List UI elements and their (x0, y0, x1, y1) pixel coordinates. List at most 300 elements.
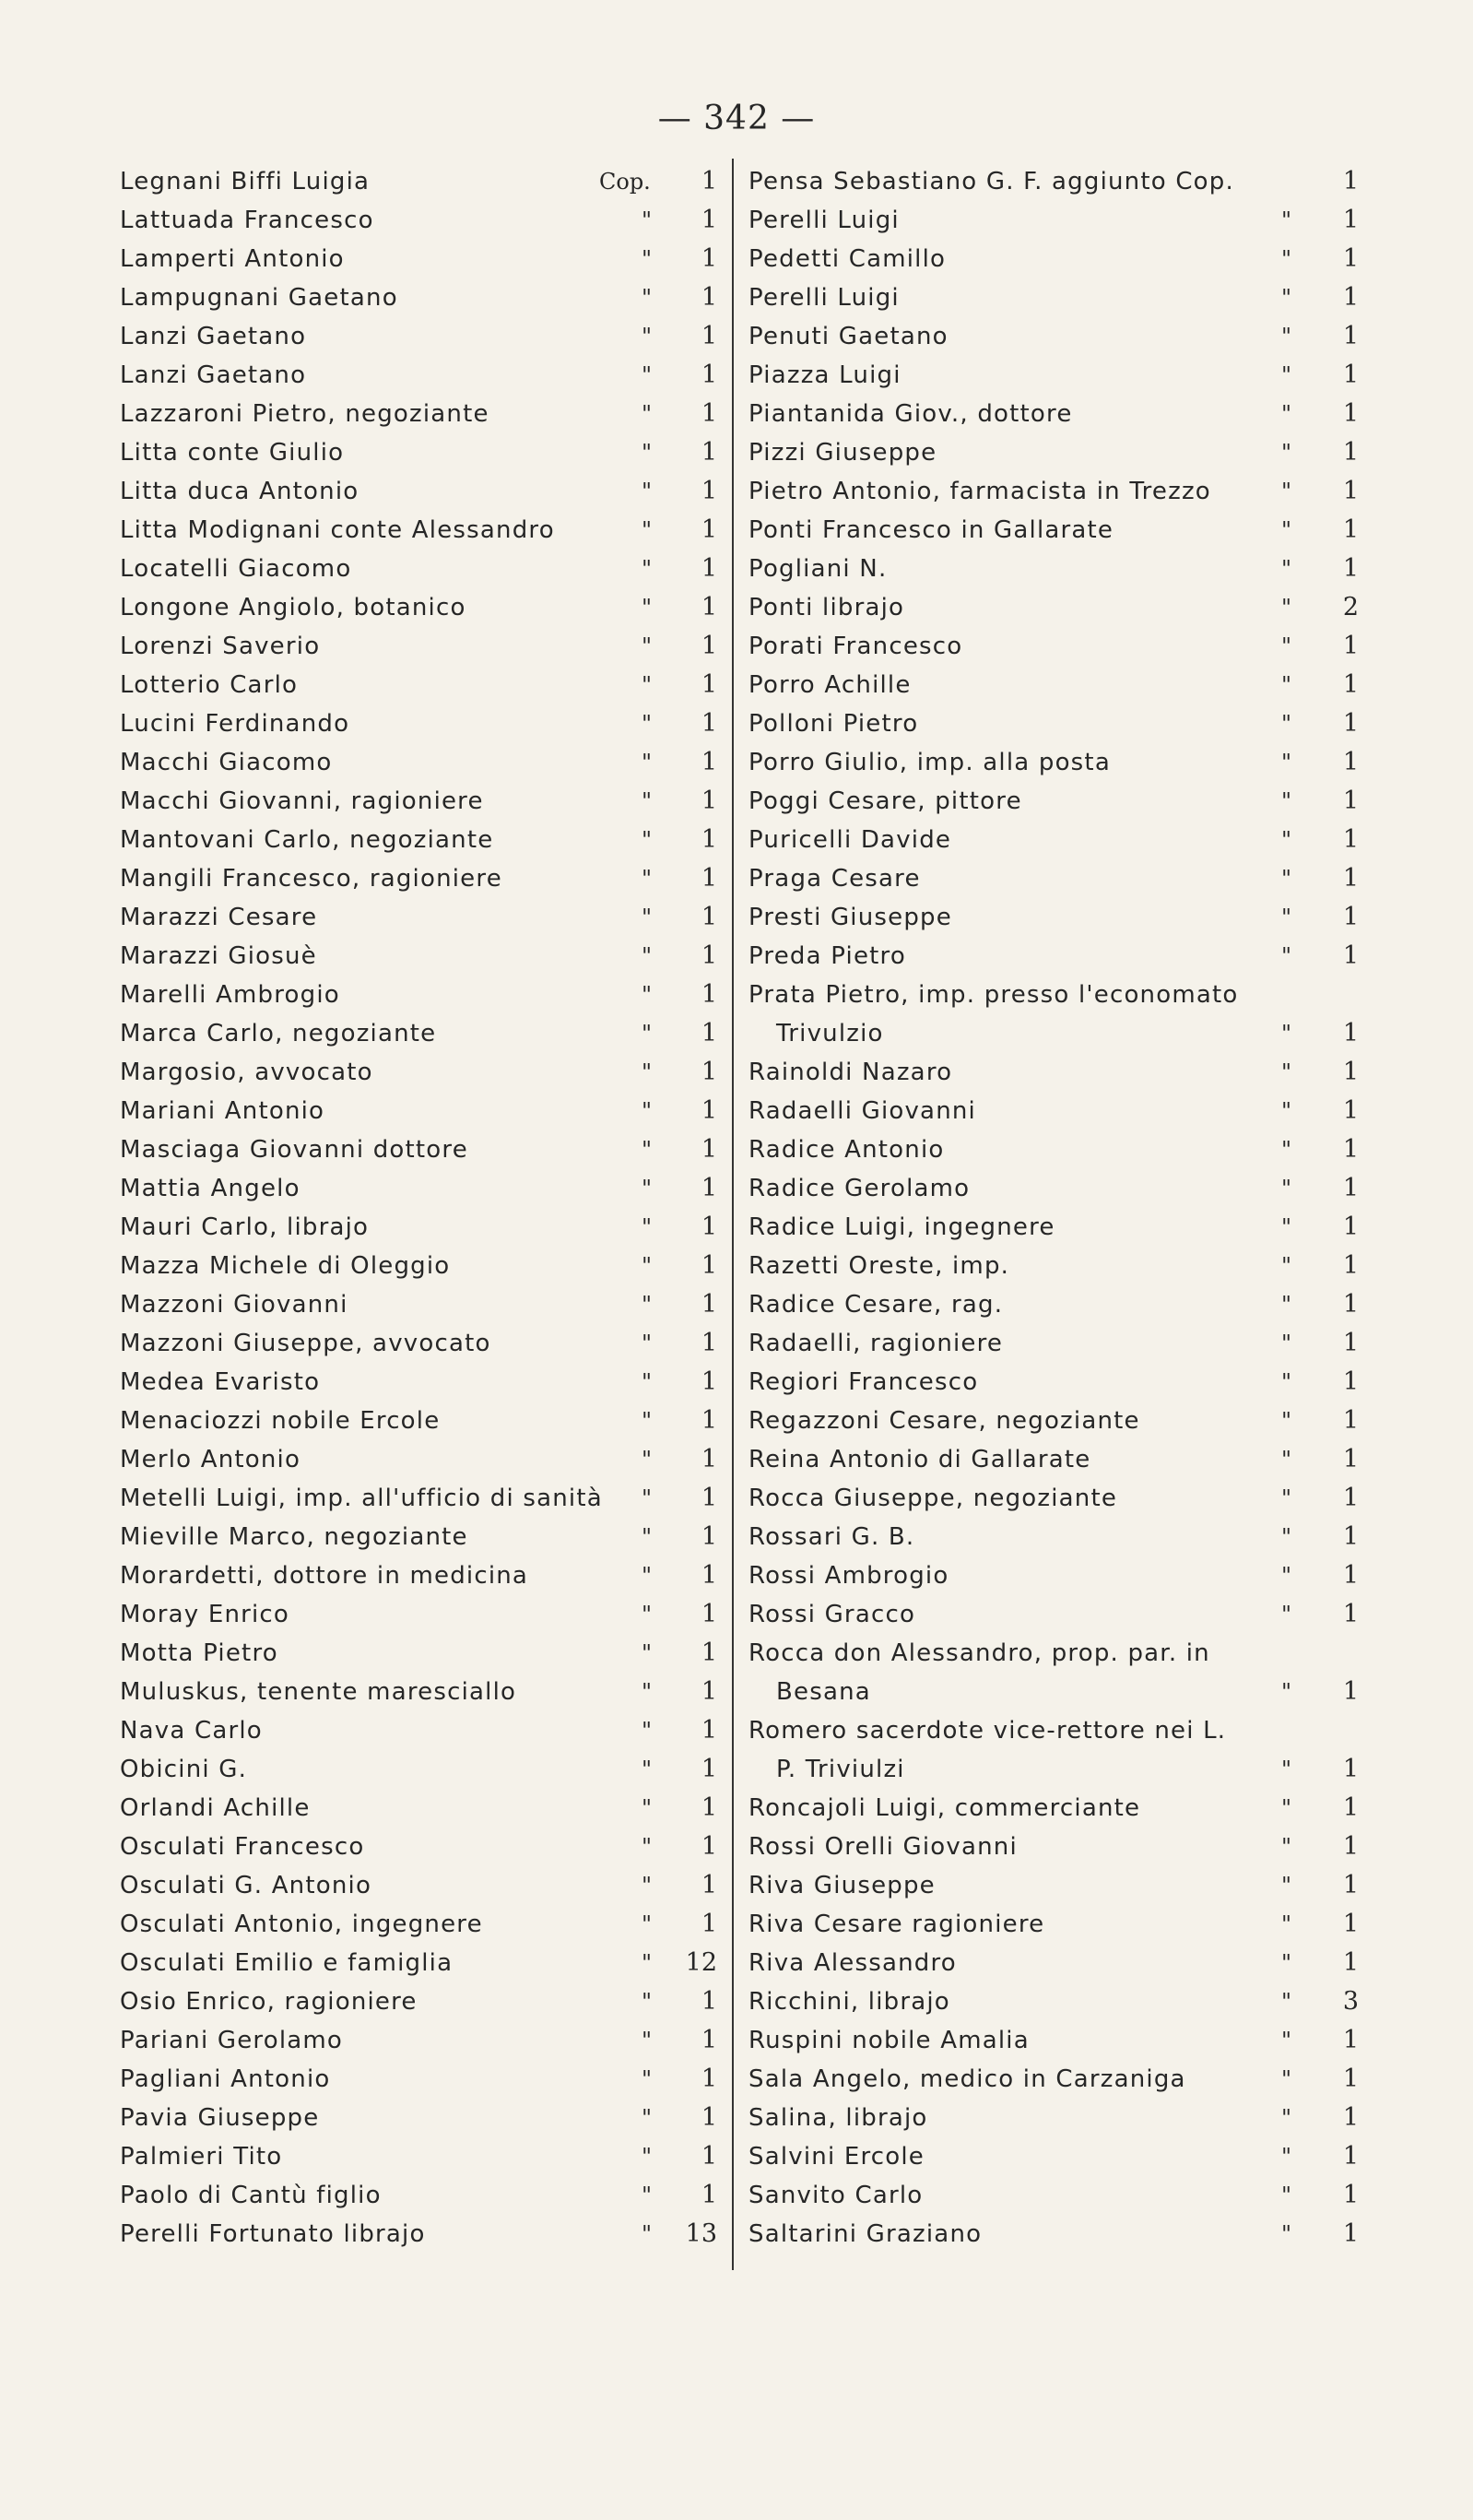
ditto-mark: " (642, 595, 653, 621)
ditto-mark: " (1281, 1602, 1292, 1627)
copies-count: 1 (701, 1484, 717, 1512)
subscriber-name: Legnani Biffi Luigia (120, 168, 371, 195)
copies-count: 1 (701, 941, 717, 970)
subscriber-name: Poggi Cesare, pittore (748, 787, 1022, 815)
subscriber-name: Locatelli Giacomo (120, 555, 352, 583)
subscriber-name: Menaciozzi nobile Ercole (120, 1407, 441, 1435)
subscriber-name: Metelli Luigi, imp. all'ufficio di sanità (120, 1485, 603, 1512)
list-item (120, 2021, 719, 2060)
subscriber-name: Palmieri Tito (120, 2143, 283, 2171)
ditto-mark: " (1281, 1059, 1292, 1085)
ditto-mark: " (1281, 2144, 1292, 2170)
list-item (120, 1402, 719, 1440)
column-divider (732, 159, 734, 2270)
list-item (120, 201, 719, 240)
ditto-mark: " (642, 2066, 653, 2092)
list-item (748, 1673, 1357, 1711)
list-item (120, 550, 719, 588)
copies-count: 1 (701, 1561, 717, 1590)
copies-count: 1 (1342, 1213, 1359, 1241)
copies-count: 1 (701, 554, 717, 583)
subscriber-name: Pavia Giuseppe (120, 2104, 320, 2132)
subscriber-name: Regazzoni Cesare, negoziante (748, 1407, 1140, 1435)
subscriber-name: Morardetti, dottore in medicina (120, 1562, 529, 1590)
ditto-mark: " (642, 517, 653, 543)
subscriber-name: Romero sacerdote vice-rettore nei L. (748, 1717, 1227, 1745)
subscriber-name: Rossi Orelli Giovanni (748, 1833, 1018, 1861)
ditto-mark: " (1281, 1331, 1292, 1356)
subscriber-name: Polloni Pietro (748, 710, 919, 738)
list-item (748, 1402, 1357, 1440)
list-item (120, 1944, 719, 1982)
copies-count: 1 (1342, 1367, 1359, 1396)
subscriber-name: Mangili Francesco, ragioniere (120, 865, 502, 893)
list-item (120, 1711, 719, 1750)
ditto-mark: " (1281, 711, 1292, 737)
copies-count: 1 (701, 787, 717, 815)
copies-count: 1 (701, 322, 717, 350)
list-item (748, 976, 1357, 1014)
ditto-mark: " (642, 2144, 653, 2170)
list-item (748, 240, 1357, 278)
subscriber-name: Rossi Ambrogio (748, 1562, 949, 1590)
list-item (120, 821, 719, 859)
ditto-mark: " (1281, 1834, 1292, 1860)
subscriber-name: Macchi Giacomo (120, 749, 333, 776)
subscriber-name: Prata Pietro, imp. presso l'economato (748, 981, 1239, 1009)
copies-count: 1 (1342, 1677, 1359, 1706)
ditto-mark: " (642, 1408, 653, 1434)
copies-count: 1 (1342, 1096, 1359, 1125)
subscriber-name: Razetti Oreste, imp. (748, 1252, 1010, 1280)
copies-count: 1 (701, 1174, 717, 1202)
ditto-mark: " (642, 1524, 653, 1550)
subscriber-name: Mazza Michele di Oleggio (120, 1252, 451, 1280)
subscriber-name: Rocca don Alessandro, prop. par. in (748, 1639, 1210, 1667)
copies-count: 1 (701, 2065, 717, 2093)
ditto-mark: " (1281, 750, 1292, 775)
ditto-mark: " (642, 1795, 653, 1821)
subscriber-name: Pariani Gerolamo (120, 2027, 344, 2054)
copies-count: 1 (1342, 2026, 1359, 2054)
subscriber-name: Ponti librajo (748, 594, 905, 621)
copies-count: 1 (1342, 903, 1359, 931)
copies-count: 1 (701, 748, 717, 776)
list-item (120, 1518, 719, 1556)
subscriber-name: Porro Achille (748, 671, 912, 699)
list-item (748, 1092, 1357, 1130)
ditto-mark: " (1281, 788, 1292, 814)
ditto-mark: " (642, 246, 653, 272)
subscriber-name: Saltarini Graziano (748, 2220, 983, 2248)
ditto-mark: " (1281, 1524, 1292, 1550)
copies-count: 1 (1342, 1871, 1359, 1899)
list-item (748, 1518, 1357, 1556)
ditto-mark: " (1281, 943, 1292, 969)
list-item (748, 588, 1357, 627)
list-item (120, 1634, 719, 1673)
ditto-mark: " (642, 440, 653, 466)
list-item (748, 317, 1357, 356)
ditto-mark: " (1281, 1795, 1292, 1821)
list-item (748, 2176, 1357, 2215)
ditto-mark: " (1281, 827, 1292, 853)
subscriber-name: Piazza Luigi (748, 361, 901, 389)
copies-count: 1 (701, 1019, 717, 1047)
subscriber-name: P. Triviulzi (776, 1756, 905, 1783)
copies-count: 1 (1342, 632, 1359, 660)
ditto-mark: " (642, 982, 653, 1008)
subscriber-name: Litta duca Antonio (120, 478, 359, 505)
list-item (120, 743, 719, 782)
list-item (120, 1440, 719, 1479)
list-item (748, 2021, 1357, 2060)
subscriber-name: Marca Carlo, negoziante (120, 1020, 437, 1047)
copies-count: 1 (1342, 1290, 1359, 1319)
copies-count: 1 (701, 980, 717, 1009)
list-item (120, 162, 719, 201)
ditto-mark: " (642, 1911, 653, 1937)
copies-count: 1 (1342, 941, 1359, 970)
subscriber-name: Osculati Emilio e famiglia (120, 1949, 454, 1977)
ditto-mark: " (1281, 1137, 1292, 1163)
ditto-mark: " (642, 2183, 653, 2208)
ditto-mark: " (642, 1292, 653, 1318)
copies-count: 1 (1342, 283, 1359, 312)
ditto-mark: " (1281, 1214, 1292, 1240)
ditto-mark: " (642, 943, 653, 969)
copies-count: 1 (1342, 1135, 1359, 1164)
copies-count: 1 (1342, 399, 1359, 428)
ditto-mark: " (1281, 556, 1292, 582)
list-item (748, 704, 1357, 743)
copies-count: 1 (701, 167, 717, 195)
list-item (748, 2099, 1357, 2137)
ditto-mark: " (1281, 246, 1292, 272)
subscriber-name: Pensa Sebastiano G. F. aggiunto Cop. (748, 168, 1234, 195)
list-item (120, 317, 719, 356)
subscriber-name: Ponti Francesco in Gallarate (748, 516, 1114, 544)
subscriber-name: Nava Carlo (120, 1717, 263, 1745)
copies-count: 1 (701, 2026, 717, 2054)
copies-count: 1 (1342, 1484, 1359, 1512)
list-item (120, 1556, 719, 1595)
list-item (748, 937, 1357, 976)
list-item (120, 356, 719, 395)
copies-count: 1 (1342, 1058, 1359, 1086)
ditto-mark: " (1281, 440, 1292, 466)
subscriber-name: Orlandi Achille (120, 1794, 311, 1822)
list-item (748, 821, 1357, 859)
list-item (748, 472, 1357, 511)
list-item (120, 1789, 719, 1828)
copies-count: 1 (1342, 748, 1359, 776)
copies-count: 1 (701, 283, 717, 312)
ditto-mark: " (1281, 1292, 1292, 1318)
subscriber-name: Salvini Ercole (748, 2143, 925, 2171)
list-item (120, 1673, 719, 1711)
subscriber-name: Piantanida Giov., dottore (748, 400, 1073, 428)
list-item (120, 782, 719, 821)
copies-count: 3 (1342, 1987, 1359, 2016)
subscriber-name: Margosio, avvocato (120, 1059, 373, 1086)
subscriber-name: Sala Angelo, medico in Carzaniga (748, 2065, 1186, 2093)
list-item (748, 1363, 1357, 1402)
ditto-mark: " (642, 1640, 653, 1666)
ditto-mark: " (1281, 517, 1292, 543)
ditto-mark: " (642, 1873, 653, 1899)
copies-count: 1 (701, 1910, 717, 1938)
list-item (120, 2176, 719, 2215)
ditto-mark: " (1281, 1098, 1292, 1124)
subscriber-name: Motta Pietro (120, 1639, 278, 1667)
copies-count: 1 (1342, 554, 1359, 583)
list-item (120, 898, 719, 937)
copies-count: 1 (701, 1329, 717, 1357)
list-item (120, 472, 719, 511)
ditto-mark: " (1281, 2105, 1292, 2131)
subscriber-name: Perelli Luigi (748, 207, 900, 234)
copies-count: 1 (701, 903, 717, 931)
ditto-mark: " (1281, 595, 1292, 621)
subscriber-name: Obicini G. (120, 1756, 248, 1783)
list-item (748, 511, 1357, 550)
ditto-mark: " (642, 1369, 653, 1395)
subscriber-name: Riva Alessandro (748, 1949, 957, 1977)
subscriber-name: Penuti Gaetano (748, 323, 949, 350)
ditto-mark: " (1281, 905, 1292, 930)
ditto-mark: " (1281, 1679, 1292, 1705)
ditto-mark: " (642, 1679, 653, 1705)
copies-count: 1 (701, 1251, 717, 1280)
subscriber-name: Puricelli Davide (748, 826, 952, 854)
ditto-mark: " (642, 2105, 653, 2131)
ditto-mark: " (1281, 401, 1292, 427)
list-item (120, 1285, 719, 1324)
subscriber-name: Mazzoni Giovanni (120, 1291, 348, 1319)
subscriber-name: Pagliani Antonio (120, 2065, 331, 2093)
ditto-mark: " (642, 2028, 653, 2053)
subscriber-name: Lorenzi Saverio (120, 633, 321, 660)
ditto-mark: " (642, 401, 653, 427)
ditto-mark: " (642, 633, 653, 659)
list-item (120, 666, 719, 704)
subscriber-name: Pizzi Giuseppe (748, 439, 937, 467)
copies-count: 1 (701, 1832, 717, 1861)
list-item (748, 162, 1357, 201)
copies-count: 1 (701, 670, 717, 699)
copies-count: 1 (701, 438, 717, 467)
ditto-mark: " (642, 1059, 653, 1085)
copies-count: 1 (1342, 167, 1359, 195)
copies-count: 1 (1342, 825, 1359, 854)
subscriber-name: Porati Francesco (748, 633, 963, 660)
subscriber-name: Roncajoli Luigi, commerciante (748, 1794, 1141, 1822)
subscriber-name: Osculati Antonio, ingegnere (120, 1911, 483, 1938)
list-item (748, 278, 1357, 317)
list-item (748, 1789, 1357, 1828)
copies-count: 1 (1342, 1910, 1359, 1938)
list-item (748, 1169, 1357, 1208)
copies-count: 1 (1342, 322, 1359, 350)
list-item (120, 1014, 719, 1053)
ditto-mark: " (1281, 866, 1292, 892)
copies-count: 13 (685, 2219, 717, 2248)
subscriber-name: Lanzi Gaetano (120, 361, 307, 389)
ditto-mark: " (642, 672, 653, 698)
subscriber-name: Rossari G. B. (748, 1523, 915, 1551)
copies-count: 1 (701, 1755, 717, 1783)
copies-count: 1 (1342, 1406, 1359, 1435)
ditto-mark: " (642, 1757, 653, 1782)
ditto-mark: " (1281, 324, 1292, 349)
ditto-mark: " (642, 1718, 653, 1744)
subscriber-name: Presti Giuseppe (748, 904, 952, 931)
copies-count: 1 (1342, 1174, 1359, 1202)
subscriber-name: Preda Pietro (748, 942, 906, 970)
copies-count: 1 (1342, 864, 1359, 893)
ditto-mark: " (642, 750, 653, 775)
ditto-mark: " (642, 866, 653, 892)
subscriber-name: Moray Enrico (120, 1601, 290, 1628)
subscriber-name: Riva Giuseppe (748, 1872, 936, 1899)
ditto-mark: " (642, 1098, 653, 1124)
ditto-mark: " (642, 556, 653, 582)
list-item (120, 976, 719, 1014)
subscriber-name: Lazzaroni Pietro, negoziante (120, 400, 489, 428)
list-item (748, 1905, 1357, 1944)
ditto-mark: " (1281, 2066, 1292, 2092)
copies-count: 1 (701, 2142, 717, 2171)
list-item (748, 1711, 1357, 1750)
copies-count: 1 (1342, 515, 1359, 544)
ditto-mark: " (642, 827, 653, 853)
copies-count: 1 (1342, 2065, 1359, 2093)
subscriber-name: Ruspini nobile Amalia (748, 2027, 1030, 2054)
list-item (120, 1982, 719, 2021)
ditto-mark: " (1281, 207, 1292, 233)
subscriber-name: Marazzi Cesare (120, 904, 318, 931)
copies-count: 1 (701, 206, 717, 234)
list-item (748, 1634, 1357, 1673)
copies-count: 1 (701, 1213, 717, 1241)
subscriber-name: Litta Modignani conte Alessandro (120, 516, 555, 544)
list-item (120, 511, 719, 550)
subscriber-name: Lucini Ferdinando (120, 710, 350, 738)
subscriber-name: Praga Cesare (748, 865, 921, 893)
subscriber-name: Marazzi Giosuè (120, 942, 317, 970)
list-item (120, 1169, 719, 1208)
copies-count: 1 (1342, 1019, 1359, 1047)
subscriber-name: Mazzoni Giuseppe, avvocato (120, 1330, 491, 1357)
copies-count: 1 (1342, 361, 1359, 389)
ditto-mark: " (1281, 1873, 1292, 1899)
copies-count: 1 (701, 1522, 717, 1551)
ditto-mark: " (1281, 1021, 1292, 1047)
ditto-mark: " (642, 362, 653, 388)
list-item (120, 395, 719, 433)
list-item (120, 2215, 719, 2254)
ditto-mark: " (1281, 633, 1292, 659)
subscriber-name: Merlo Antonio (120, 1446, 301, 1473)
ditto-mark: " (642, 1253, 653, 1279)
subscriber-name: Ricchini, librajo (748, 1988, 950, 2016)
subscriber-name: Osio Enrico, ragioniere (120, 1988, 418, 2016)
list-item (748, 1130, 1357, 1169)
ditto-mark: " (1281, 1757, 1292, 1782)
subscriber-name: Masciaga Giovanni dottore (120, 1136, 468, 1164)
list-item (120, 1324, 719, 1363)
subscriber-name: Reina Antonio di Gallarate (748, 1446, 1091, 1473)
subscriber-name: Osculati G. Antonio (120, 1872, 372, 1899)
copies-count: 1 (701, 1406, 717, 1435)
ditto-mark: " (1281, 2028, 1292, 2053)
copies-count: 12 (685, 1948, 717, 1977)
subscriber-name: Marelli Ambrogio (120, 981, 340, 1009)
list-item (748, 1556, 1357, 1595)
copies-count: 1 (701, 477, 717, 505)
copies-count: 1 (1342, 1832, 1359, 1861)
subscriber-name: Perelli Luigi (748, 284, 900, 312)
ditto-mark: Cop. (599, 169, 651, 195)
copies-count: 1 (1342, 1948, 1359, 1977)
ditto-mark: " (1281, 1911, 1292, 1937)
list-item (748, 2060, 1357, 2099)
copies-count: 1 (701, 1793, 717, 1822)
list-item (748, 1595, 1357, 1634)
copies-count: 1 (701, 1639, 717, 1667)
subscriber-name: Litta conte Giulio (120, 439, 345, 467)
list-item (120, 1595, 719, 1634)
list-item (120, 1092, 719, 1130)
list-item (120, 627, 719, 666)
subscriber-name: Radice Cesare, rag. (748, 1291, 1004, 1319)
copies-count: 1 (701, 1096, 717, 1125)
ditto-mark: " (1281, 479, 1292, 504)
ditto-mark: " (642, 1602, 653, 1627)
subscriber-name: Lotterio Carlo (120, 671, 299, 699)
list-item (120, 433, 719, 472)
copies-count: 1 (701, 709, 717, 738)
ditto-mark: " (642, 1331, 653, 1356)
ditto-mark: " (1281, 362, 1292, 388)
subscriber-name: Salina, librajo (748, 2104, 928, 2132)
list-item (120, 1905, 719, 1944)
copies-count: 1 (701, 1058, 717, 1086)
ditto-mark: " (642, 1485, 653, 1511)
copies-count: 1 (1342, 1445, 1359, 1473)
subscriber-name: Osculati Francesco (120, 1833, 365, 1861)
copies-count: 1 (1342, 1522, 1359, 1551)
ditto-mark: " (1281, 1950, 1292, 1976)
copies-count: 1 (1342, 1251, 1359, 1280)
subscriber-name: Radice Luigi, ingegnere (748, 1213, 1055, 1241)
list-item (748, 1324, 1357, 1363)
subscriber-name: Lattuada Francesco (120, 207, 374, 234)
copies-count: 1 (701, 1987, 717, 2016)
subscriber-name: Pogliani N. (748, 555, 888, 583)
copies-count: 1 (1342, 1755, 1359, 1783)
list-item (748, 395, 1357, 433)
subscriber-name: Rocca Giuseppe, negoziante (748, 1485, 1118, 1512)
list-item (120, 859, 719, 898)
ditto-mark: " (642, 1834, 653, 1860)
list-item (120, 1750, 719, 1789)
copies-count: 1 (701, 864, 717, 893)
copies-count: 1 (701, 2181, 717, 2209)
list-item (120, 1247, 719, 1285)
list-item (120, 1363, 719, 1402)
